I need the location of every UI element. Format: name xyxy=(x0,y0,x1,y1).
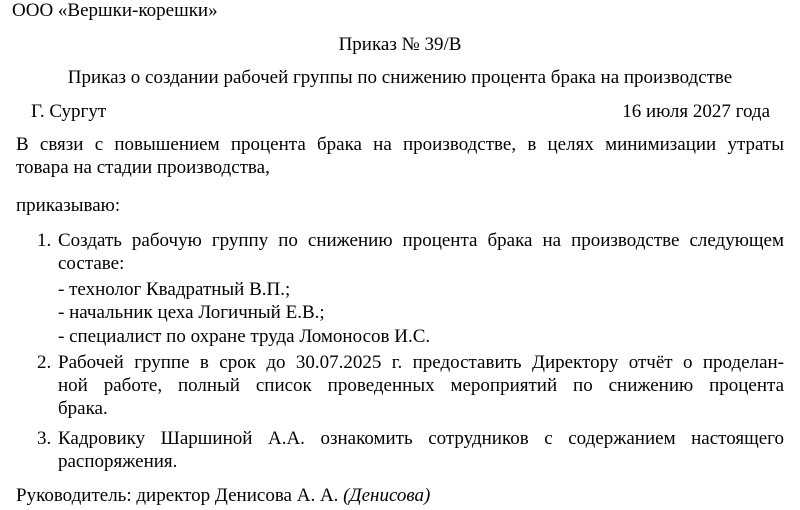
item-2-number: 2. xyxy=(37,352,52,373)
item-3-number: 3. xyxy=(37,428,52,449)
item-1-line-1: Создать рабочую группу по снижению процента брака на производстве следующем xyxy=(58,230,784,251)
order-number: Приказ № 39/В xyxy=(338,34,462,55)
item-1-line-2: составе: xyxy=(58,253,125,274)
item-2-line-1: Рабочей группе в срок до 30.07.2025 г. предоставить Директору отчёт о проделан- xyxy=(58,352,784,373)
item-2-line-2: ной работе, полный список проведенных мероприятий по снижению процента xyxy=(58,375,784,396)
member-2: - начальник цеха Логичный Е.В.; xyxy=(58,302,325,323)
member-1: - технолог Квадратный В.П.; xyxy=(58,279,291,300)
item-3-line-2: распоряжения. xyxy=(58,451,178,472)
signature-label: Руководитель: директор Денисова А. А. xyxy=(16,485,339,506)
item-3-line-1: Кадровику Шаршиной А.А. ознакомить сотрудников с содержанием настоящего xyxy=(58,428,784,449)
member-3: - специалист по охране труда Ломоносов И.С. xyxy=(58,326,431,347)
preamble-line-1: В связи с повышением процента брака на производстве, в целях минимизации утраты xyxy=(16,134,784,155)
order-title: Приказ о создании рабочей группы по снижению процента брака на производстве xyxy=(67,67,733,88)
signature-handwritten: (Денисова) xyxy=(343,485,431,506)
order-date: 16 июля 2027 года xyxy=(622,101,770,122)
organization-name: ООО «Вершки-корешки» xyxy=(12,0,218,21)
command-word: приказываю: xyxy=(16,195,121,216)
preamble-line-2: товара на стадии производства, xyxy=(16,157,270,178)
signature-line xyxy=(16,485,430,507)
city: Г. Сургут xyxy=(31,101,107,122)
item-1-number: 1. xyxy=(37,230,52,251)
item-2-line-3: брака. xyxy=(58,398,108,419)
